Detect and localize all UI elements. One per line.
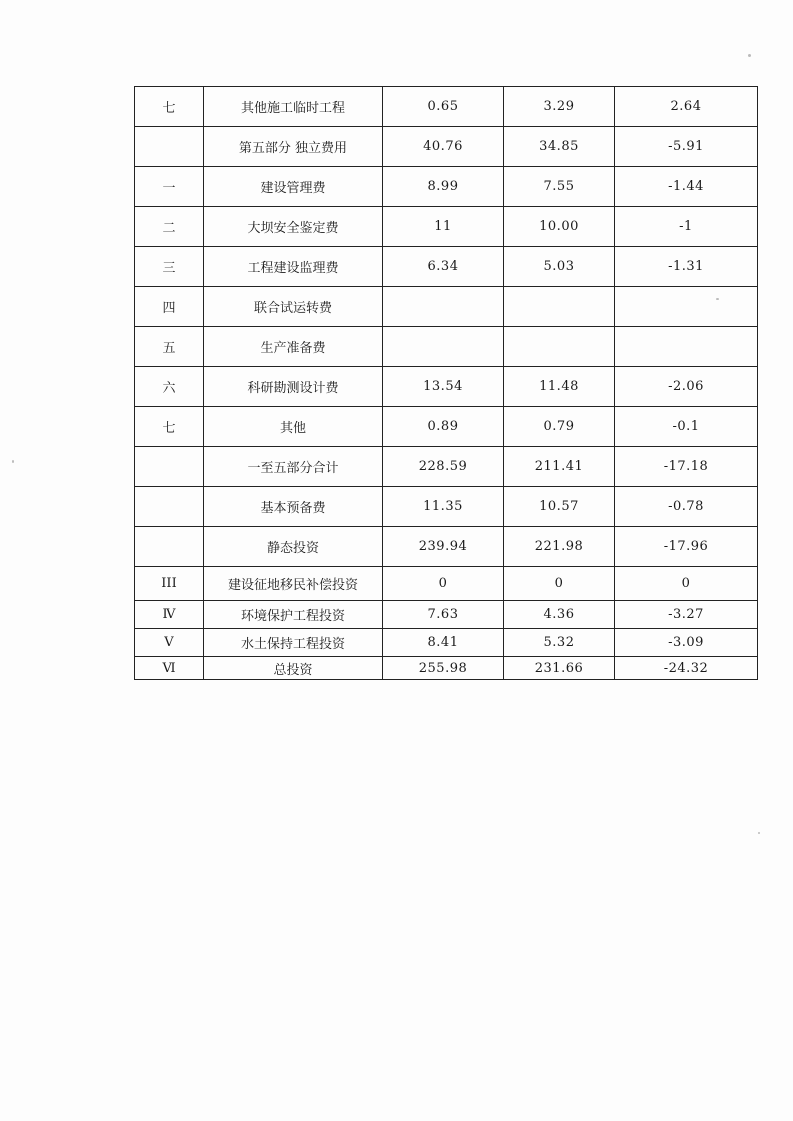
value-difference: -0.78 — [615, 487, 758, 527]
scan-speck — [12, 460, 14, 463]
item-name: 总投资 — [204, 657, 383, 680]
row-number — [135, 127, 204, 167]
item-name: 科研勘测设计费 — [204, 367, 383, 407]
value-revised: 10.00 — [504, 207, 615, 247]
table-row — [135, 487, 758, 527]
row-number: 四 — [135, 287, 204, 327]
table-row — [135, 601, 758, 629]
table-row — [135, 127, 758, 167]
value-difference: -24.32 — [615, 657, 758, 680]
value-original: 0.65 — [383, 87, 504, 127]
value-difference: -3.27 — [615, 601, 758, 629]
table-row — [135, 247, 758, 287]
row-number: 三 — [135, 247, 204, 287]
value-original: 13.54 — [383, 367, 504, 407]
item-name: 水土保持工程投资 — [204, 629, 383, 657]
value-difference — [615, 327, 758, 367]
value-revised: 0.79 — [504, 407, 615, 447]
value-revised: 0 — [504, 567, 615, 601]
value-revised — [504, 287, 615, 327]
row-number: 六 — [135, 367, 204, 407]
row-number — [135, 487, 204, 527]
value-original: 11 — [383, 207, 504, 247]
value-revised: 34.85 — [504, 127, 615, 167]
value-original: 255.98 — [383, 657, 504, 680]
value-original: 7.63 — [383, 601, 504, 629]
table-row — [135, 567, 758, 601]
item-name: 其他施工临时工程 — [204, 87, 383, 127]
item-name: 静态投资 — [204, 527, 383, 567]
table-row — [135, 407, 758, 447]
value-difference: -1.31 — [615, 247, 758, 287]
value-difference — [615, 287, 758, 327]
value-revised: 10.57 — [504, 487, 615, 527]
table-row — [135, 629, 758, 657]
row-number: 五 — [135, 327, 204, 367]
value-difference: -17.96 — [615, 527, 758, 567]
value-revised: 5.32 — [504, 629, 615, 657]
table-row — [135, 287, 758, 327]
value-difference: -17.18 — [615, 447, 758, 487]
table-row — [135, 327, 758, 367]
table-row — [135, 167, 758, 207]
value-revised: 231.66 — [504, 657, 615, 680]
value-original: 11.35 — [383, 487, 504, 527]
value-original: 239.94 — [383, 527, 504, 567]
value-difference: -5.91 — [615, 127, 758, 167]
value-original: 8.99 — [383, 167, 504, 207]
value-difference: -1 — [615, 207, 758, 247]
row-number: 七 — [135, 407, 204, 447]
row-number — [135, 527, 204, 567]
value-difference: 2.64 — [615, 87, 758, 127]
value-original: 8.41 — [383, 629, 504, 657]
row-number: Ⅳ — [135, 601, 204, 629]
table-row — [135, 207, 758, 247]
value-original: 0 — [383, 567, 504, 601]
table-row — [135, 367, 758, 407]
row-number — [135, 447, 204, 487]
investment-comparison-table — [134, 86, 758, 680]
row-number: Ⅴ — [135, 629, 204, 657]
value-revised: 5.03 — [504, 247, 615, 287]
value-difference: -3.09 — [615, 629, 758, 657]
item-name: 基本预备费 — [204, 487, 383, 527]
value-original: 40.76 — [383, 127, 504, 167]
value-revised: 7.55 — [504, 167, 615, 207]
value-original: 6.34 — [383, 247, 504, 287]
row-number: 二 — [135, 207, 204, 247]
row-number: III — [135, 567, 204, 601]
value-revised: 221.98 — [504, 527, 615, 567]
item-name: 建设管理费 — [204, 167, 383, 207]
table-row — [135, 657, 758, 680]
value-revised: 11.48 — [504, 367, 615, 407]
item-name: 大坝安全鉴定费 — [204, 207, 383, 247]
value-difference: -2.06 — [615, 367, 758, 407]
value-original — [383, 327, 504, 367]
row-number: 一 — [135, 167, 204, 207]
item-name: 建设征地移民补偿投资 — [204, 567, 383, 601]
item-name: 工程建设监理费 — [204, 247, 383, 287]
value-revised: 4.36 — [504, 601, 615, 629]
item-name: 生产准备费 — [204, 327, 383, 367]
item-name: 其他 — [204, 407, 383, 447]
value-difference: -1.44 — [615, 167, 758, 207]
row-number: 七 — [135, 87, 204, 127]
table-row — [135, 527, 758, 567]
value-original: 0.89 — [383, 407, 504, 447]
item-name: 环境保护工程投资 — [204, 601, 383, 629]
table-row — [135, 87, 758, 127]
value-original: 228.59 — [383, 447, 504, 487]
scan-speck — [748, 54, 751, 57]
item-name: 一至五部分合计 — [204, 447, 383, 487]
item-name: 联合试运转费 — [204, 287, 383, 327]
item-name: 第五部分 独立费用 — [204, 127, 383, 167]
table-row — [135, 447, 758, 487]
value-revised: 3.29 — [504, 87, 615, 127]
value-revised — [504, 327, 615, 367]
value-revised: 211.41 — [504, 447, 615, 487]
scan-speck — [716, 298, 719, 300]
scan-speck — [758, 832, 760, 834]
value-difference: 0 — [615, 567, 758, 601]
value-original — [383, 287, 504, 327]
value-difference: -0.1 — [615, 407, 758, 447]
row-number: Ⅵ — [135, 657, 204, 680]
